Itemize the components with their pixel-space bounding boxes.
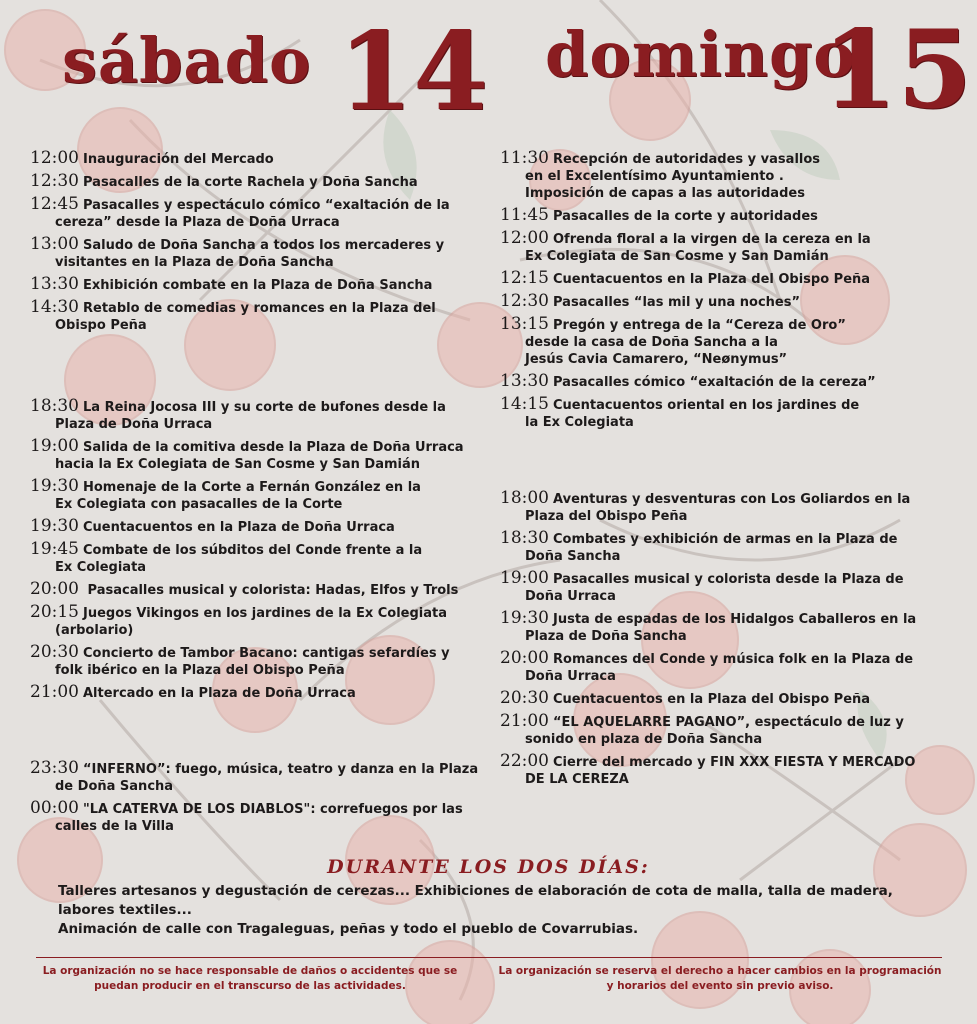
event-description-continued: Doña Urraca — [525, 589, 616, 604]
event-row — [500, 713, 916, 731]
event-time: 13:30 — [30, 274, 79, 294]
footer-left-line: La organización no se hace responsable de daños o accidentes que se — [42, 965, 458, 977]
day1-name: sábado — [62, 24, 312, 97]
event-row — [500, 230, 876, 248]
event-time: 00:00 — [30, 798, 79, 818]
event-row — [500, 373, 876, 391]
event-time: 18:00 — [500, 488, 549, 508]
event-description-continued: Obispo Peña — [55, 318, 147, 333]
event-description-continued: (arbolario) — [55, 623, 134, 638]
sunday-morning-list — [500, 150, 876, 436]
event-description: Pasacalles de la corte Rachela y Doña Sancha — [83, 175, 418, 190]
event-row — [500, 293, 876, 311]
event-description-continued: folk ibérico en la Plaza del Obispo Peña — [55, 663, 345, 678]
event-time: 12:45 — [30, 194, 79, 214]
event-description-continued: visitantes en la Plaza de Doña Sancha — [55, 255, 334, 270]
event-item — [30, 276, 450, 294]
event-time: 19:30 — [500, 608, 549, 628]
event-item — [30, 604, 464, 639]
event-time: 14:15 — [500, 394, 549, 414]
event-description-continued: sonido en plaza de Doña Sancha — [525, 732, 763, 747]
event-description: Recepción de autoridades y vasallos — [553, 152, 821, 167]
both-days-line: Animación de calle con Tragaleguas, peñas y todo el pueblo de Covarrubias. — [58, 921, 639, 937]
event-row — [30, 760, 478, 778]
footer-right-line: y horarios del evento sin previo aviso. — [606, 980, 834, 992]
event-description-continued: Ex Colegiata con pasacalles de la Corte — [55, 497, 343, 512]
event-item — [30, 684, 464, 702]
event-description: Juegos Vikingos en los jardines de la Ex Colegiata — [83, 606, 447, 621]
event-row — [500, 316, 876, 334]
both-days-text — [58, 882, 893, 939]
event-description-continued: Jesús Cavia Camarero, “Neønymus” — [525, 352, 788, 367]
event-row — [30, 644, 464, 662]
event-item — [500, 150, 876, 202]
event-time: 19:30 — [30, 476, 79, 496]
event-time: 12:00 — [500, 228, 549, 248]
event-description: Combate de los súbditos del Conde frente a la — [83, 543, 423, 558]
event-description-continued: en el Excelentísimo Ayuntamiento . — [525, 169, 784, 184]
event-row — [30, 196, 450, 214]
event-time: 19:00 — [30, 436, 79, 456]
event-description: “INFERNO”: fuego, música, teatro y danza en la Plaza — [83, 762, 479, 777]
event-item — [30, 760, 478, 795]
event-description-continued: Plaza de Doña Urraca — [55, 417, 213, 432]
event-row — [30, 684, 464, 702]
event-item — [30, 478, 464, 513]
event-description: Pasacalles “las mil y una noches” — [553, 295, 801, 310]
event-time: 20:00 — [500, 648, 549, 668]
event-item — [500, 570, 916, 605]
event-row — [30, 276, 450, 294]
saturday-morning-list — [30, 150, 450, 339]
event-description-continued: Doña Urraca — [525, 669, 616, 684]
event-item — [500, 373, 876, 391]
event-time: 20:30 — [30, 642, 79, 662]
event-item — [500, 610, 916, 645]
event-description: “EL AQUELARRE PAGANO”, espectáculo de luz y — [553, 715, 904, 730]
event-description: Cierre del mercado y FIN XXX FIESTA Y MERCADO — [553, 755, 916, 770]
event-item — [30, 196, 450, 231]
event-description-continued: desde la casa de Doña Sancha a la — [525, 335, 778, 350]
event-item — [30, 581, 464, 599]
event-row — [30, 299, 450, 317]
day1-number: 14 — [338, 9, 489, 135]
event-description-continued: Doña Sancha — [525, 549, 621, 564]
event-row — [500, 207, 876, 225]
event-time: 18:30 — [30, 396, 79, 416]
event-description: Cuentacuentos oriental en los jardines de — [553, 398, 860, 413]
event-time: 11:30 — [500, 148, 549, 168]
event-description: Pasacalles cómico “exaltación de la cereza” — [553, 375, 876, 390]
event-description: Exhibición combate en la Plaza de Doña Sancha — [83, 278, 433, 293]
event-row — [30, 438, 464, 456]
event-time: 20:15 — [30, 602, 79, 622]
event-time: 13:15 — [500, 314, 549, 334]
event-item — [500, 396, 876, 431]
event-item — [30, 236, 450, 271]
event-item — [30, 644, 464, 679]
event-description: Cuentacuentos en la Plaza de Doña Urraca — [83, 520, 395, 535]
event-item — [500, 713, 916, 748]
event-description: Pasacalles musical y colorista: Hadas, Elfos y Trols — [83, 583, 459, 598]
event-row — [500, 570, 916, 588]
event-item — [500, 230, 876, 265]
event-row — [500, 530, 916, 548]
event-item — [500, 293, 876, 311]
event-row — [500, 753, 916, 771]
footer-left-line: puedan producir en el transcurso de las actividades. — [94, 980, 406, 992]
event-description: Cuentacuentos en la Plaza del Obispo Peña — [553, 272, 871, 287]
event-item — [500, 316, 876, 368]
footer-divider — [36, 957, 942, 958]
event-time: 20:30 — [500, 688, 549, 708]
event-description: Cuentacuentos en la Plaza del Obispo Peña — [553, 692, 871, 707]
event-row — [500, 690, 916, 708]
event-row — [500, 490, 916, 508]
event-time: 19:30 — [30, 516, 79, 536]
saturday-afternoon-list — [30, 398, 464, 707]
event-description: Homenaje de la Corte a Fernán González en la — [83, 480, 421, 495]
event-item — [500, 490, 916, 525]
event-row — [30, 398, 464, 416]
event-time: 23:30 — [30, 758, 79, 778]
event-row — [30, 541, 464, 559]
event-description: Saludo de Doña Sancha a todos los mercaderes y — [83, 238, 445, 253]
event-description: Pasacalles de la corte y autoridades — [553, 209, 818, 224]
event-time: 12:15 — [500, 268, 549, 288]
event-row — [500, 270, 876, 288]
event-row — [30, 604, 464, 622]
event-description-continued: Ex Colegiata de San Cosme y San Damián — [525, 249, 829, 264]
event-time: 19:45 — [30, 539, 79, 559]
event-description-continued: la Ex Colegiata — [525, 415, 634, 430]
event-time: 20:00 — [30, 579, 79, 599]
event-row — [30, 478, 464, 496]
event-description: Romances del Conde y música folk en la Plaza de — [553, 652, 914, 667]
sunday-afternoon-list — [500, 490, 916, 793]
event-time: 12:30 — [500, 291, 549, 311]
event-item — [30, 150, 450, 168]
day2-number: 15 — [822, 7, 973, 133]
event-row — [500, 150, 876, 168]
event-time: 13:00 — [30, 234, 79, 254]
event-description: Justa de espadas de los Hidalgos Caballeros en la — [553, 612, 917, 627]
event-item — [500, 753, 916, 788]
event-item — [30, 299, 450, 334]
event-row — [30, 518, 464, 536]
event-description-continued: calles de la Villa — [55, 819, 174, 834]
footer-note-left — [30, 964, 470, 994]
event-item — [30, 800, 478, 835]
both-days-title: DURANTE LOS DOS DÍAS: — [327, 856, 650, 878]
event-description: Aventuras y desventuras con Los Goliardos en la — [553, 492, 911, 507]
event-time: 19:00 — [500, 568, 549, 588]
event-description: Altercado en la Plaza de Doña Urraca — [83, 686, 356, 701]
day2-name: domingo — [545, 18, 856, 91]
event-time: 12:30 — [30, 171, 79, 191]
event-description-continued: Plaza del Obispo Peña — [525, 509, 688, 524]
event-description: Pasacalles y espectáculo cómico “exaltación de la — [83, 198, 450, 213]
event-item — [500, 207, 876, 225]
event-description-continued: DE LA CEREZA — [525, 772, 629, 787]
event-time: 22:00 — [500, 751, 549, 771]
event-item — [30, 518, 464, 536]
footer-note-right — [490, 964, 950, 994]
both-days-line: Talleres artesanos y degustación de cerezas... Exhibiciones de elaboración de cota de malla, talla de madera, — [58, 883, 893, 899]
both-days-line: labores textiles... — [58, 902, 192, 918]
event-row — [30, 173, 450, 191]
event-description-continued: cereza” desde la Plaza de Doña Urraca — [55, 215, 340, 230]
event-description: Combates y exhibición de armas en la Plaza de — [553, 532, 898, 547]
event-description: Ofrenda floral a la virgen de la cereza en la — [553, 232, 871, 247]
event-row — [30, 150, 450, 168]
event-description: Concierto de Tambor Bacano: cantigas sefardíes y — [83, 646, 450, 661]
event-time: 18:30 — [500, 528, 549, 548]
event-description: Inauguración del Mercado — [83, 152, 274, 167]
event-description: Salida de la comitiva desde la Plaza de Doña Urraca — [83, 440, 464, 455]
footer-right-line: La organización se reserva el derecho a hacer cambios en la programación — [498, 965, 942, 977]
event-item — [500, 650, 916, 685]
event-description-continued: de Doña Sancha — [55, 779, 174, 794]
event-item — [500, 270, 876, 288]
event-description: Retablo de comedias y romances en la Plaza del — [83, 301, 436, 316]
event-row — [500, 396, 876, 414]
event-description: Pasacalles musical y colorista desde la Plaza de — [553, 572, 904, 587]
event-description-continued: Plaza de Doña Sancha — [525, 629, 687, 644]
event-time: 13:30 — [500, 371, 549, 391]
event-description: La Reina Jocosa III y su corte de bufones desde la — [83, 400, 446, 415]
event-item — [500, 690, 916, 708]
event-item — [500, 530, 916, 565]
saturday-night-list — [30, 760, 478, 840]
event-item — [30, 438, 464, 473]
event-description-continued: Ex Colegiata — [55, 560, 147, 575]
event-item — [30, 173, 450, 191]
event-row — [30, 800, 478, 818]
event-time: 21:00 — [500, 711, 549, 731]
header — [0, 0, 977, 140]
event-item — [30, 398, 464, 433]
event-time: 21:00 — [30, 682, 79, 702]
event-item — [30, 541, 464, 576]
event-row — [30, 236, 450, 254]
event-time: 14:30 — [30, 297, 79, 317]
event-description-continued: hacia la Ex Colegiata de San Cosme y San Damián — [55, 457, 420, 472]
event-row — [500, 650, 916, 668]
event-row — [30, 581, 464, 599]
event-description: Pregón y entrega de la “Cereza de Oro” — [553, 318, 846, 333]
event-description-continued: Imposición de capas a las autoridades — [525, 186, 805, 201]
event-time: 12:00 — [30, 148, 79, 168]
event-time: 11:45 — [500, 205, 549, 225]
event-row — [500, 610, 916, 628]
event-description: "LA CATERVA DE LOS DIABLOS": correfuegos por las — [83, 802, 463, 817]
